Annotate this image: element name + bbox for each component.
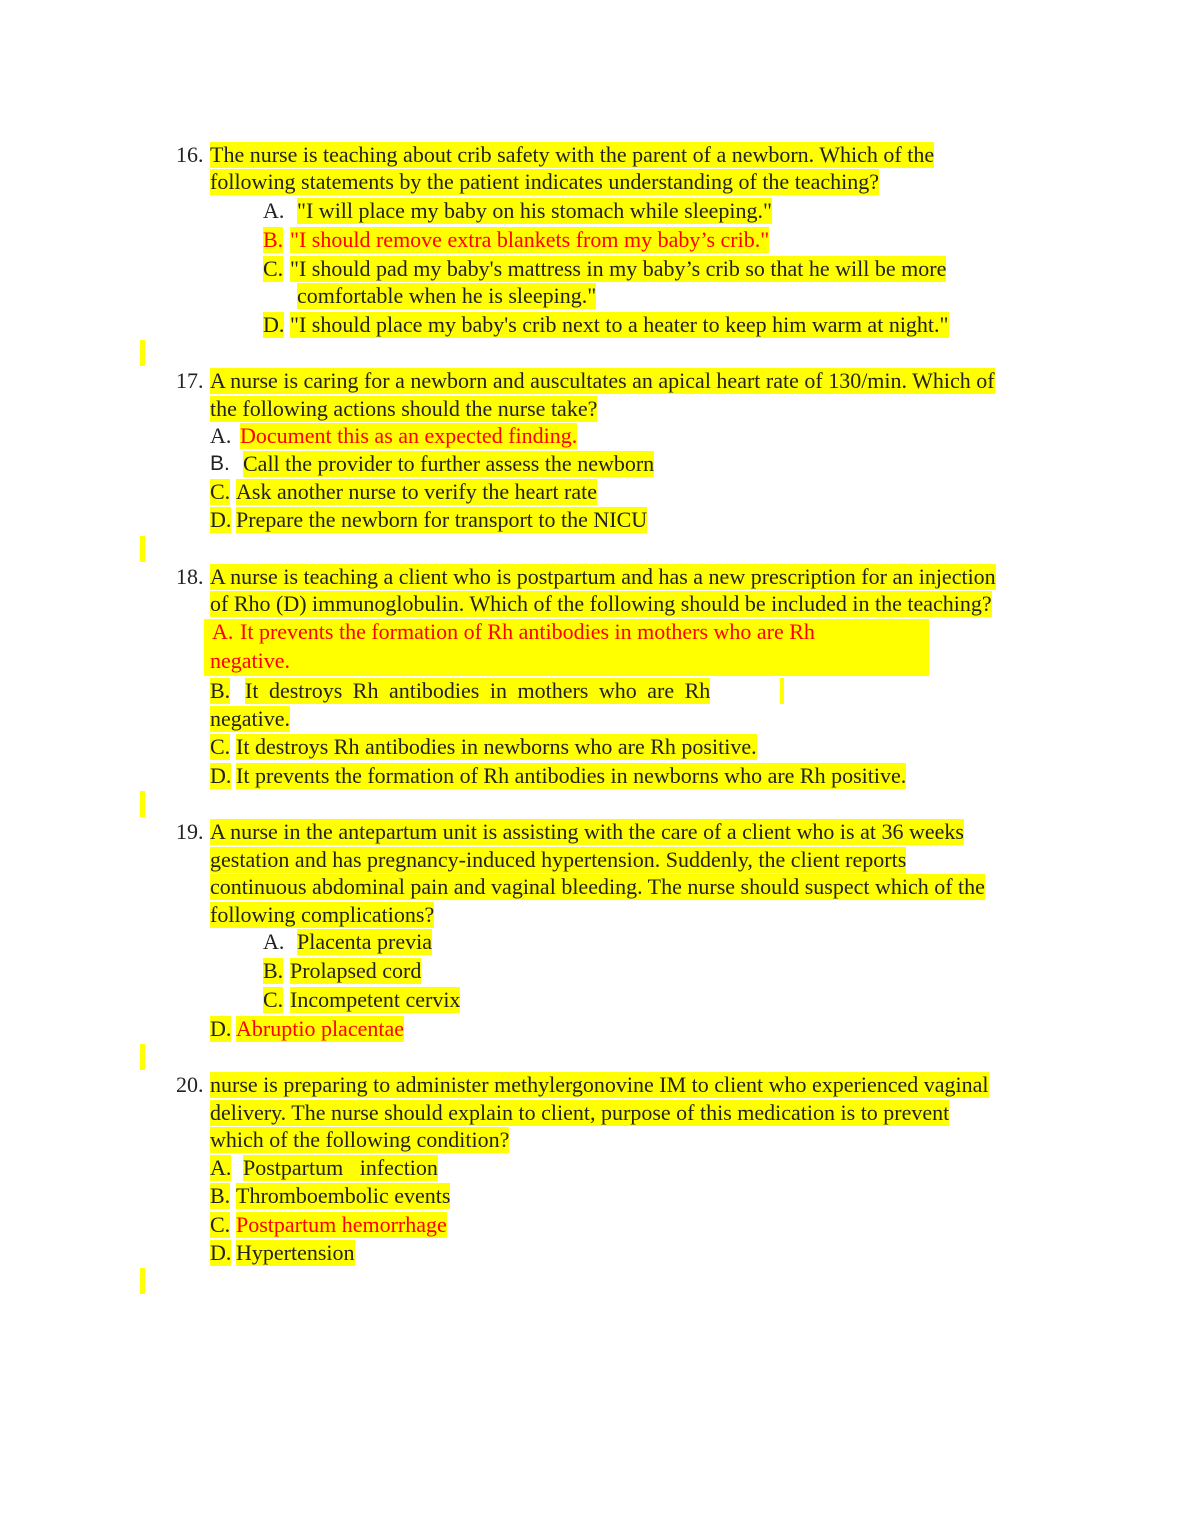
option-letter: C.: [210, 479, 231, 504]
correct-answer-text: It prevents the formation of Rh antibodies in mothers who are Rh: [240, 619, 815, 644]
question-number: 19.: [176, 819, 204, 844]
option-letter: A.: [210, 423, 232, 448]
highlight-mark: [780, 678, 784, 704]
option-letter: C.: [263, 987, 284, 1012]
question-number: 20.: [176, 1072, 204, 1097]
highlight-mark: [140, 791, 145, 817]
correct-answer-text: Abruptio placentae: [236, 1016, 404, 1041]
option-text: Call the provider to further assess the newborn: [243, 451, 655, 476]
question-stem-line: of Rho (D) immunoglobulin. Which of the following should be included in the teaching?: [210, 591, 992, 616]
question-number: 17.: [176, 368, 204, 393]
option-text-continued: negative.: [210, 706, 291, 731]
option-text: It prevents the formation of Rh antibodies in newborns who are Rh positive.: [236, 763, 907, 788]
option-letter: C.: [263, 256, 284, 281]
correct-answer-text: "I should remove extra blankets from my baby’s crib.": [290, 227, 770, 252]
option-letter: B.: [210, 678, 231, 703]
option-text: Ask another nurse to verify the heart rate: [236, 479, 598, 504]
question-stem-line: following statements by the patient indicates understanding of the teaching?: [210, 169, 879, 194]
option-text: It destroys Rh antibodies in newborns who are Rh positive.: [236, 734, 757, 759]
option-letter: C.: [210, 734, 231, 759]
highlight-mark: [140, 1044, 145, 1070]
option-letter: A.: [263, 929, 285, 954]
question-stem-line: following complications?: [210, 902, 435, 927]
question-stem-line: continuous abdominal pain and vaginal bleeding. The nurse should suspect which of the: [210, 874, 985, 899]
highlight-mark: [140, 536, 145, 562]
option-letter: D.: [263, 312, 285, 337]
option-letter: A.: [263, 198, 285, 223]
option-text: "I will place my baby on his stomach while sleeping.": [297, 198, 772, 223]
option-text-continued: comfortable when he is sleeping.": [297, 283, 597, 308]
option-letter: D.: [210, 1016, 232, 1041]
option-text: Prepare the newborn for transport to the NICU: [236, 507, 648, 532]
option-letter: B.: [263, 227, 284, 252]
option-text: Hypertension: [236, 1240, 355, 1265]
question-stem-line: A nurse is teaching a client who is postpartum and has a new prescription for an injection: [210, 564, 996, 589]
option-text: Incompetent cervix: [290, 987, 461, 1012]
option-letter: C.: [210, 1212, 231, 1237]
question-stem-line: the following actions should the nurse take?: [210, 396, 598, 421]
option-letter: A.: [212, 619, 234, 644]
option-text: It destroys Rh antibodies in mothers who are Rh: [245, 678, 711, 703]
option-text: "I should pad my baby's mattress in my baby’s crib so that he will be more: [290, 256, 947, 281]
question-stem-line: A nurse in the antepartum unit is assisting with the care of a client who is at 36 weeks: [210, 819, 964, 844]
highlight-mark: [140, 340, 145, 366]
correct-answer-text: Document this as an expected finding.: [240, 423, 578, 448]
option-letter: D.: [210, 763, 232, 788]
correct-answer-text-continued: negative.: [210, 648, 291, 673]
question-stem-line: which of the following condition?: [210, 1127, 510, 1152]
option-text: Postpartum infection: [243, 1155, 438, 1180]
question-number: 18.: [176, 564, 204, 589]
option-text: Thromboembolic events: [236, 1183, 451, 1208]
option-text: Placenta previa: [297, 929, 432, 954]
question-number: 16.: [176, 142, 204, 167]
option-text: "I should place my baby's crib next to a heater to keep him warm at night.": [290, 312, 949, 337]
option-letter: D.: [210, 1240, 232, 1265]
question-stem-line: gestation and has pregnancy-induced hypertension. Suddenly, the client reports: [210, 847, 907, 872]
question-stem-line: The nurse is teaching about crib safety with the parent of a newborn. Which of the: [210, 142, 935, 167]
option-letter: D.: [210, 507, 232, 532]
option-text: Prolapsed cord: [290, 958, 422, 983]
highlight-mark: [140, 1268, 145, 1294]
option-letter: B.: [210, 1183, 231, 1208]
question-stem-line: A nurse is caring for a newborn and auscultates an apical heart rate of 130/min. Which of: [210, 368, 995, 393]
question-stem-line: nurse is preparing to administer methylergonovine IM to client who experienced vaginal: [210, 1072, 989, 1097]
option-letter: A.: [210, 1155, 232, 1180]
option-letter: B.: [210, 452, 230, 475]
correct-answer-text: Postpartum hemorrhage: [236, 1212, 447, 1237]
question-stem-line: delivery. The nurse should explain to client, purpose of this medication is to prevent: [210, 1100, 950, 1125]
option-letter: B.: [263, 958, 284, 983]
